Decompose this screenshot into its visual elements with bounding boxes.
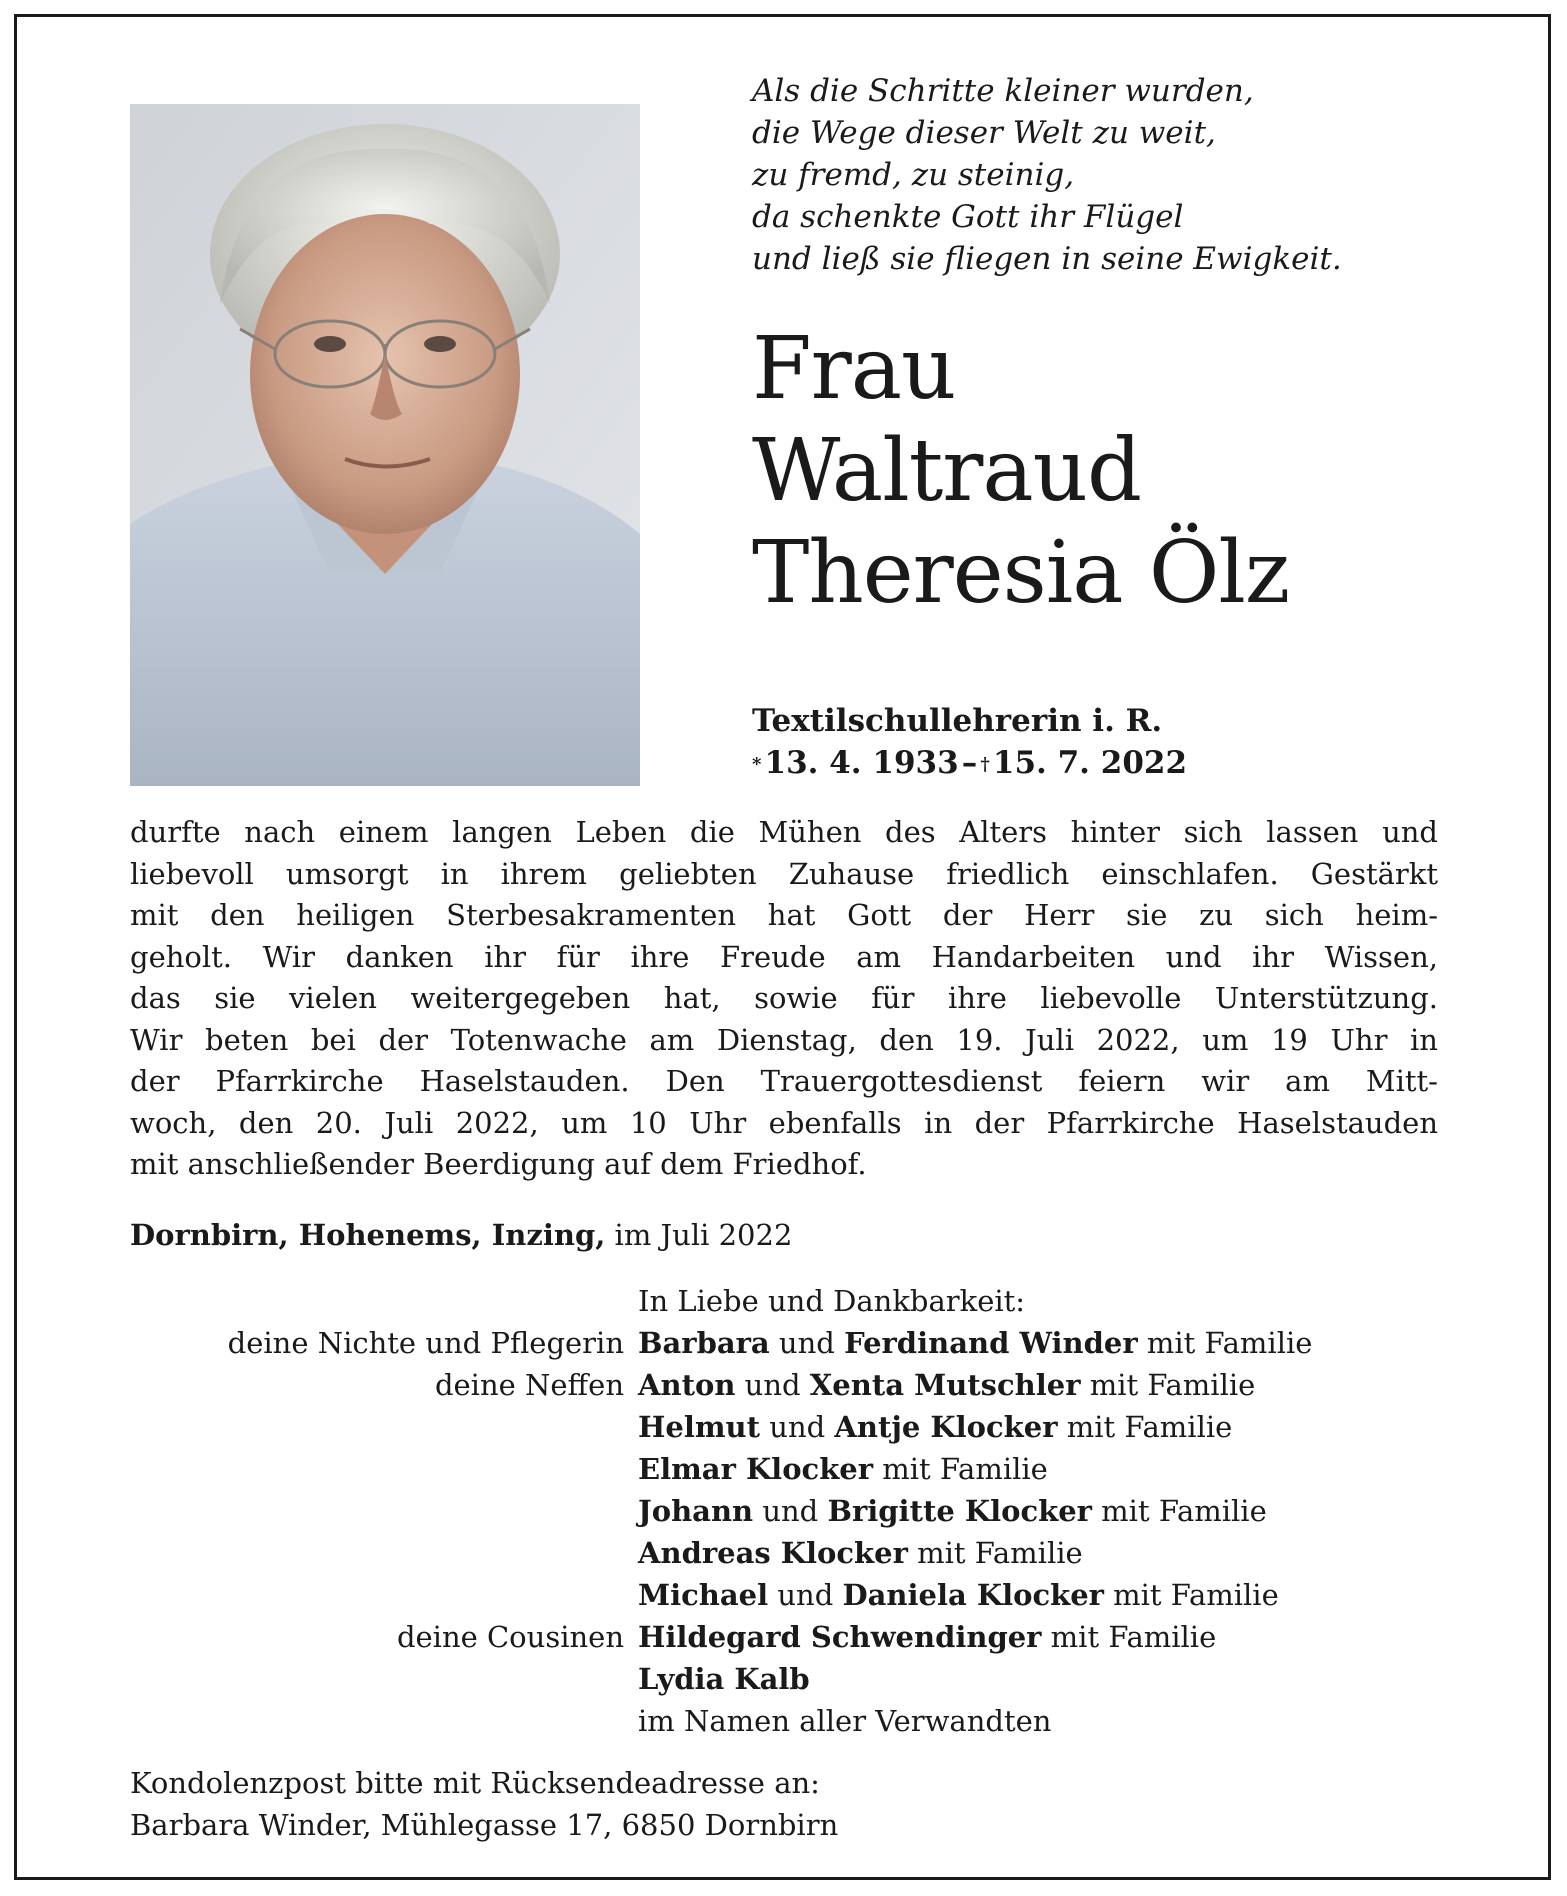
mourner-role xyxy=(130,1490,638,1532)
mourner-conj: und xyxy=(735,1368,810,1402)
mourner-name-1: Helmut xyxy=(638,1410,761,1444)
profession: Textilschullehrerin i. R. xyxy=(752,703,1163,739)
birth-date: 13. 4. 1933 xyxy=(764,745,959,781)
mourner-name-1: Hildegard Schwendinger xyxy=(638,1620,1042,1654)
mourners-intro: In Liebe und Dankbarkeit: xyxy=(638,1284,1026,1318)
notice-date: im Juli 2022 xyxy=(614,1218,793,1252)
mourner-conj: und xyxy=(760,1410,835,1444)
mourner-names xyxy=(638,1532,1450,1574)
death-symbol: † xyxy=(980,754,990,775)
body-line: mit anschließender Beerdigung auf dem Friedhof. xyxy=(130,1147,867,1181)
mourner-names xyxy=(638,1658,1450,1700)
body-text xyxy=(130,812,1438,1186)
mourner-role xyxy=(130,1448,638,1490)
mourner-name-2: Xenta Mutschler xyxy=(809,1368,1081,1402)
body-line: der Pfarrkirche Haselstauden. Den Trauergottesdienst feiern wir am Mitt- xyxy=(130,1064,1438,1098)
body-line: durfte nach einem langen Leben die Mühen des Alters hinter sich lassen und xyxy=(130,815,1438,849)
mourner-name-2: Daniela Klocker xyxy=(842,1578,1104,1612)
mourner-suffix: mit Familie xyxy=(873,1452,1048,1486)
mourner-row xyxy=(130,1448,1450,1490)
death-date: 15. 7. 2022 xyxy=(992,745,1188,781)
mourner-name-1: Johann xyxy=(638,1494,754,1528)
mourner-role xyxy=(130,1658,638,1700)
body-line: liebevoll umsorgt in ihrem geliebten Zuhause friedlich einschlafen. Gestärkt xyxy=(130,856,1438,891)
salutation: Frau xyxy=(752,319,956,419)
mourner-names xyxy=(638,1574,1450,1616)
mourner-suffix: mit Familie xyxy=(1091,1494,1267,1528)
mourner-row xyxy=(130,1364,1450,1406)
mourner-row xyxy=(130,1616,1450,1658)
mourner-suffix: mit Familie xyxy=(907,1536,1083,1570)
mourner-role: deine Neffen xyxy=(434,1368,624,1402)
birth-symbol: * xyxy=(752,754,762,775)
mourner-names xyxy=(638,1406,1450,1448)
mourner-row xyxy=(130,1490,1450,1532)
mourner-row xyxy=(130,1322,1450,1364)
mourner-role: deine Cousinen xyxy=(396,1620,624,1654)
mourner-suffix: mit Familie xyxy=(1057,1410,1233,1444)
body-line: mit den heiligen Sterbesakramenten hat Gott der Herr sie zu sich heim- xyxy=(130,898,1438,932)
mourners-closing-row xyxy=(130,1700,1450,1742)
mourner-suffix: mit Familie xyxy=(1041,1620,1217,1654)
mourner-name-1: Lydia Kalb xyxy=(638,1662,810,1696)
first-names: Waltraud xyxy=(752,421,1142,521)
mourner-names xyxy=(638,1616,1450,1658)
mourner-name-2: Brigitte Klocker xyxy=(827,1494,1092,1528)
poem xyxy=(752,70,1512,280)
condolence-line-2: Barbara Winder, Mühlegasse 17, 6850 Dornbirn xyxy=(130,1808,839,1842)
name-rest: Theresia Ölz xyxy=(752,523,1290,623)
mourner-name-2: Ferdinand Winder xyxy=(844,1326,1138,1360)
poem-line: zu fremd, zu steinig, xyxy=(752,157,1075,193)
mourner-name-1: Andreas Klocker xyxy=(638,1536,908,1570)
poem-line: und ließ sie fliegen in seine Ewigkeit. xyxy=(752,241,1342,277)
mourner-row xyxy=(130,1658,1450,1700)
poem-line: Als die Schritte kleiner wurden, xyxy=(752,73,1254,109)
mourner-row xyxy=(130,1574,1450,1616)
mourners-closing: im Namen aller Verwandten xyxy=(638,1704,1052,1738)
mourners-list xyxy=(130,1280,1450,1742)
mourner-name-2: Antje Klocker xyxy=(834,1410,1058,1444)
mourner-name-1: Elmar Klocker xyxy=(638,1452,874,1486)
mourner-row xyxy=(130,1406,1450,1448)
mourner-role xyxy=(130,1574,638,1616)
life-dates xyxy=(752,742,1187,784)
body-line: Wir beten bei der Totenwache am Dienstag, den 19. Juli 2022, um 19 Uhr in xyxy=(130,1022,1438,1057)
mourner-role: deine Nichte und Pflegerin xyxy=(227,1326,624,1360)
place-date-line xyxy=(130,1214,792,1256)
mourner-name-1: Anton xyxy=(638,1368,736,1402)
body-line: geholt. Wir danken ihr für ihre Freude am Handarbeiten und ihr Wissen, xyxy=(130,939,1438,974)
mourner-role xyxy=(130,1406,638,1448)
condolence-line-1: Kondolenzpost bitte mit Rücksendeadresse an: xyxy=(130,1766,820,1800)
mourners-intro-row xyxy=(130,1280,1450,1322)
mourner-names xyxy=(638,1490,1450,1532)
mourner-row xyxy=(130,1532,1450,1574)
mourner-name-1: Barbara xyxy=(638,1326,770,1360)
mourner-conj: und xyxy=(753,1494,828,1528)
mourner-conj: und xyxy=(769,1326,845,1360)
mourner-names xyxy=(638,1364,1450,1406)
mourner-conj: und xyxy=(768,1578,843,1612)
portrait-photo xyxy=(130,104,640,786)
poem-line: die Wege dieser Welt zu weit, xyxy=(752,115,1216,151)
mourner-names xyxy=(638,1448,1450,1490)
mourner-suffix: mit Familie xyxy=(1103,1578,1279,1612)
date-separator: – xyxy=(961,745,978,781)
mourner-suffix: mit Familie xyxy=(1137,1326,1313,1360)
places: Dornbirn, Hohenems, Inzing, xyxy=(130,1218,606,1252)
mourner-suffix: mit Familie xyxy=(1080,1368,1256,1402)
mourner-name-1: Michael xyxy=(638,1578,769,1612)
mourner-role xyxy=(130,1532,638,1574)
profession-block xyxy=(752,700,1187,784)
mourner-names xyxy=(638,1322,1450,1364)
body-line: woch, den 20. Juli 2022, um 10 Uhr ebenfalls in der Pfarrkirche Haselstauden xyxy=(130,1105,1438,1140)
condolence-address xyxy=(130,1762,838,1846)
body-line: das sie vielen weitergegeben hat, sowie für ihre liebevolle Unterstützung. xyxy=(130,981,1438,1015)
poem-line: da schenkte Gott ihr Flügel xyxy=(752,199,1184,235)
deceased-name xyxy=(752,318,1289,624)
